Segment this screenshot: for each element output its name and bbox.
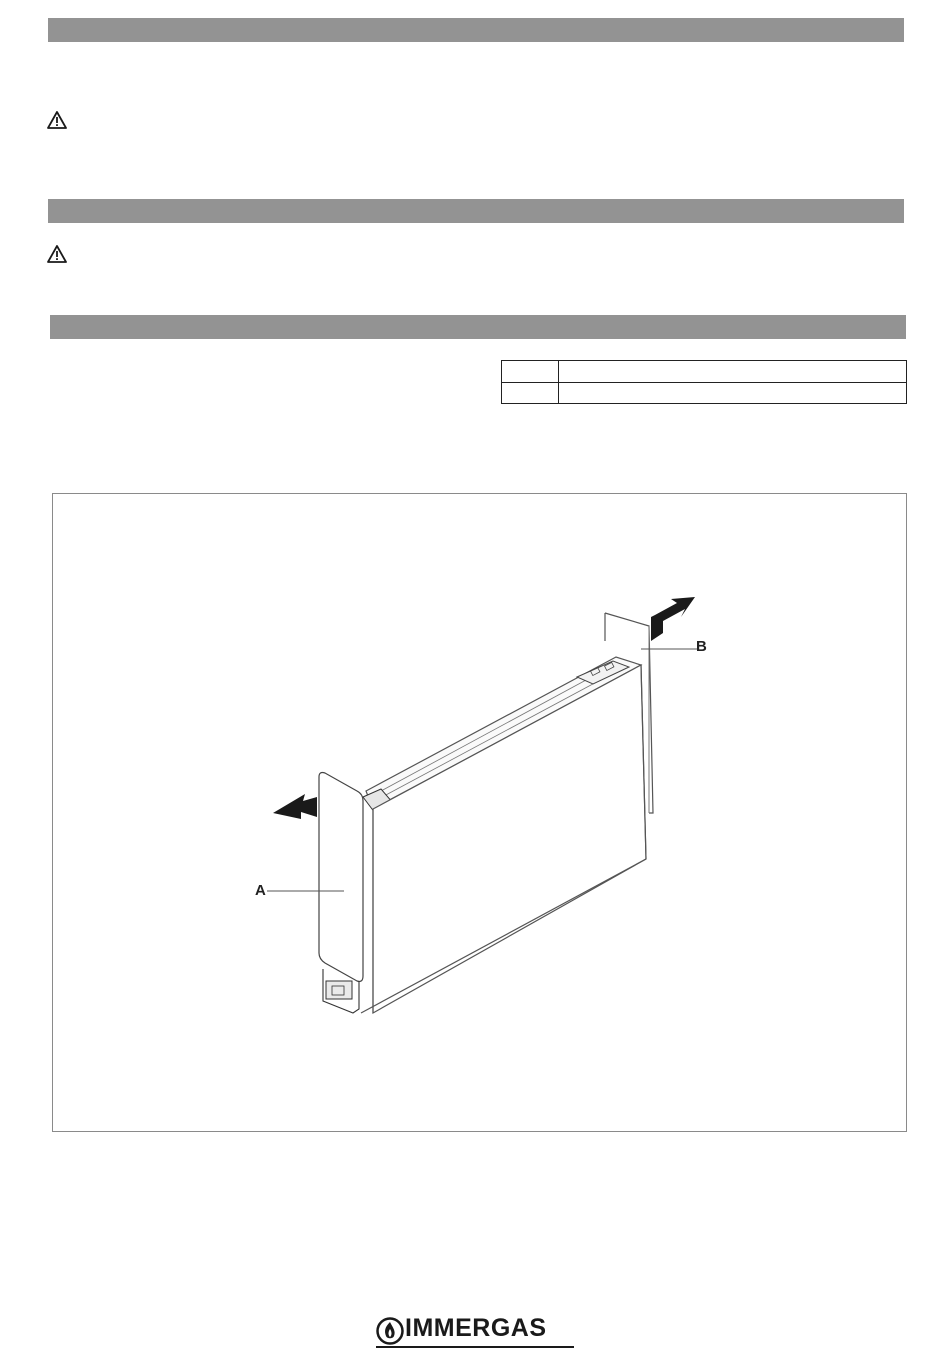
table-cell-value <box>559 382 907 404</box>
section-header-bar-1 <box>48 18 904 42</box>
figure-frame <box>52 493 907 1132</box>
table-row <box>502 361 907 383</box>
spec-table <box>501 360 907 404</box>
immergas-logo <box>376 1316 574 1348</box>
table-cell-value <box>559 361 907 383</box>
section-header-bar-3 <box>50 315 906 339</box>
table-cell-key <box>502 361 559 383</box>
warning-icon <box>47 245 67 263</box>
brand-underline <box>376 1346 574 1348</box>
callout-label-b: B <box>696 638 707 655</box>
callout-label-a: A <box>255 882 266 899</box>
appliance-drawing <box>53 494 908 1133</box>
flame-logo-icon <box>376 1317 404 1345</box>
section-header-bar-2 <box>48 199 904 223</box>
warning-icon <box>47 111 67 129</box>
brand-wordmark: IMMERGAS <box>405 1314 547 1342</box>
table-cell-key <box>502 382 559 404</box>
table-row <box>502 382 907 404</box>
